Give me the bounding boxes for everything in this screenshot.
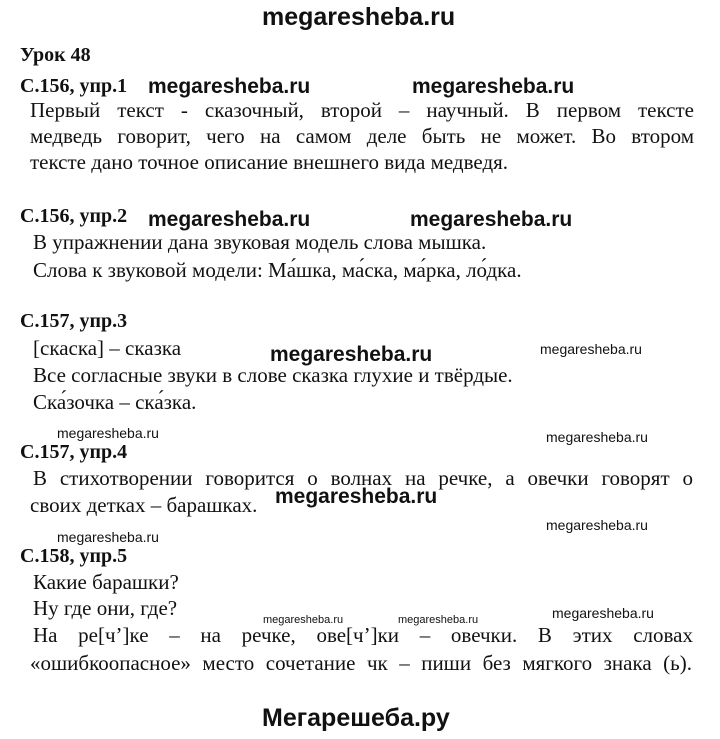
exercise-4-line-1: В стихотворении говорится о волнах на речке, а овечки говорят о: [33, 466, 693, 490]
exercise-5-line-1: Какие барашки?: [33, 570, 179, 594]
watermark: megaresheba.ru: [148, 208, 311, 231]
exercise-1-line-3: тексте дано точное описание внешнего вида медведя.: [30, 150, 509, 174]
exercise-4-label: С.157, упр.4: [20, 441, 128, 463]
site-header: megaresheba.ru: [262, 3, 456, 31]
watermark: megaresheba.ru: [410, 208, 573, 231]
exercise-5-line-3: На ре[ч’]ке – на речке, ове[ч’]ки – овечки. В этих словах: [33, 623, 693, 647]
exercise-2-line-1: В упражнении дана звуковая модель слова мышка.: [33, 230, 487, 254]
exercise-3-label: С.157, упр.3: [20, 310, 128, 332]
exercise-5-label: С.158, упр.5: [20, 545, 128, 567]
site-footer: Мегарешеба.ру: [262, 704, 450, 732]
exercise-5-line-2: Ну где они, где?: [33, 596, 178, 620]
watermark: megaresheba.ru: [148, 75, 311, 98]
watermark: megaresheba.ru: [412, 75, 575, 98]
exercise-3-line-2: Все согласные звуки в слове сказка глухие и твёрдые.: [33, 363, 513, 387]
exercise-1-line-2: медведь говорит, чего на самом деле быть не может. Во втором: [30, 124, 694, 148]
exercise-2-line-2: Слова к звуковой модели: Ма́шка, ма́ска, ма́рка, ло́дка.: [33, 258, 522, 282]
exercise-3-line-1: [скаска] – сказка: [33, 336, 182, 360]
watermark: megaresheba.ru: [263, 614, 344, 626]
watermark: megaresheba.ru: [275, 485, 438, 508]
watermark: megaresheba.ru: [546, 517, 648, 533]
exercise-3-line-3: Ска́зочка – ска́зка.: [33, 390, 197, 414]
watermark: megaresheba.ru: [540, 341, 642, 357]
watermark: megaresheba.ru: [57, 529, 159, 545]
watermark: megaresheba.ru: [398, 614, 479, 626]
watermark: megaresheba.ru: [552, 605, 654, 621]
exercise-4-line-2: своих детках – барашках.: [30, 493, 258, 517]
watermark: megaresheba.ru: [57, 425, 159, 441]
watermark: megaresheba.ru: [546, 429, 648, 445]
watermark: megaresheba.ru: [270, 343, 433, 366]
exercise-5-line-4: «ошибкоопасное» место сочетание чк – пиши без мягкого знака (ь).: [30, 651, 692, 675]
lesson-title: Урок 48: [20, 44, 91, 66]
exercise-1-label: С.156, упр.1: [20, 75, 128, 97]
exercise-1-line-1: Первый текст - сказочный, второй – научный. В первом тексте: [30, 98, 694, 122]
exercise-2-label: С.156, упр.2: [20, 205, 128, 227]
